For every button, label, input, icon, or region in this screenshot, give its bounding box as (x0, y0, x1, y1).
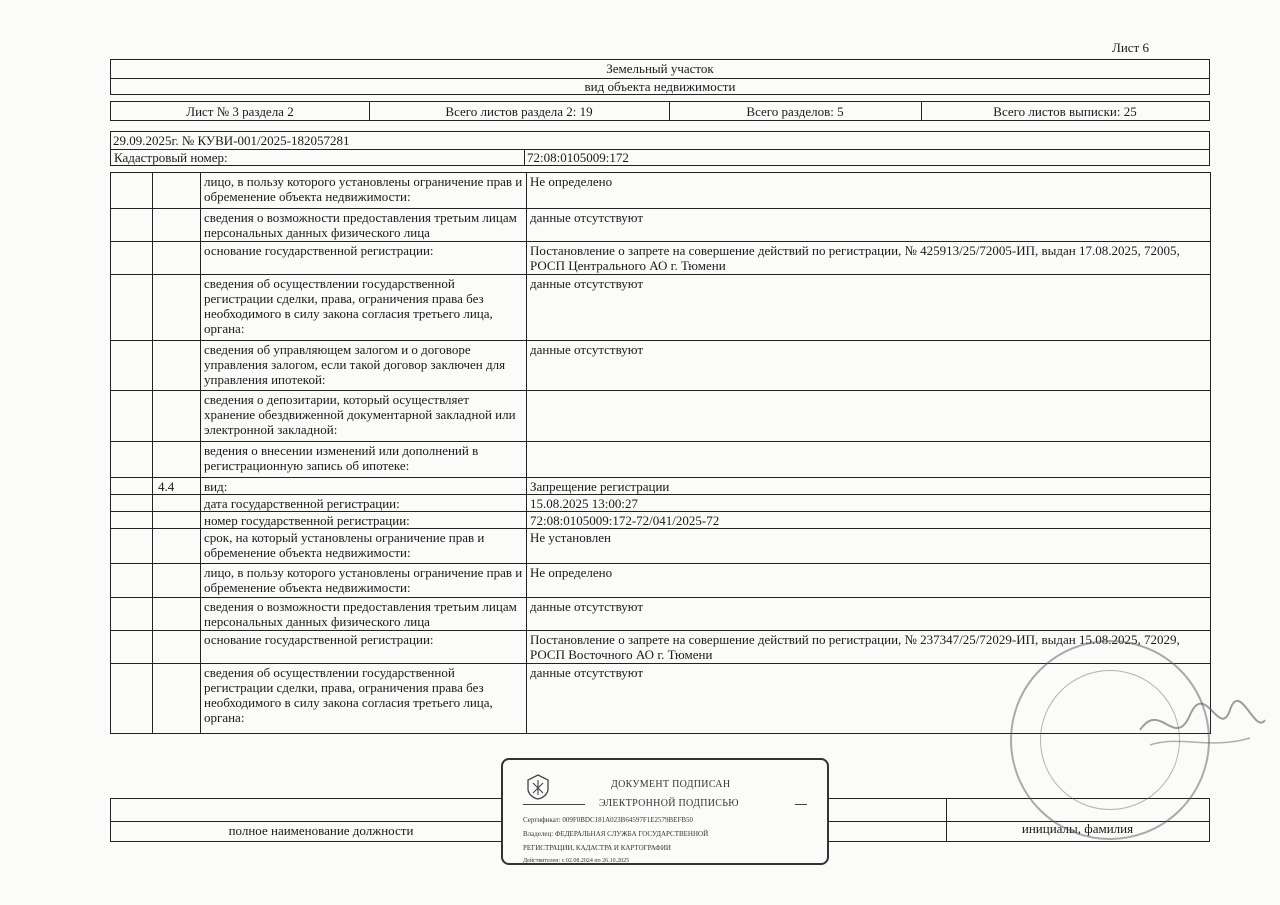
row-value: данные отсутствуют (527, 209, 1211, 242)
emblem-icon (527, 774, 549, 800)
row-number (153, 631, 201, 664)
row-number (153, 341, 201, 391)
table-row (111, 242, 1211, 275)
row-number (153, 598, 201, 631)
row-number (153, 664, 201, 734)
row-value: Запрещение регистрации (527, 478, 1211, 495)
sheet-of-section: Лист № 3 раздела 2 (186, 104, 294, 119)
stamp-certificate: Сертификат: 009F0BDC181A023B64597F1E2579BEFB50 (523, 816, 694, 824)
stamp-title: ДОКУМЕНТ ПОДПИСАН (611, 779, 731, 790)
row-label: основание государственной регистрации: (201, 631, 527, 664)
total-sheets-extract: Всего листов выписки: 25 (993, 104, 1137, 119)
handwritten-signature (1130, 690, 1270, 760)
row-value: 72:08:0105009:172-72/041/2025-72 (527, 512, 1211, 529)
table-row (111, 478, 1211, 495)
cadastral-label: Кадастровый номер: (114, 150, 228, 165)
position-label: полное наименование должности (228, 823, 414, 838)
stamp-owner-continued: РЕГИСТРАЦИИ, КАДАСТРА И КАРТОГРАФИИ (523, 844, 671, 852)
page-label: Лист 6 (1112, 40, 1149, 55)
object-subtitle: вид объекта недвижимости (584, 79, 736, 94)
row-value (527, 442, 1211, 478)
row-number (153, 275, 201, 341)
e-signature-stamp (501, 758, 829, 865)
table-row (111, 631, 1211, 664)
table-row (111, 529, 1211, 564)
table-row (111, 173, 1211, 209)
object-type-header (110, 59, 1210, 95)
row-label: лицо, в пользу которого установлены ограничение прав и обременение объекта недвижимости: (201, 173, 527, 209)
row-label: вид: (201, 478, 527, 495)
row-number (153, 242, 201, 275)
row-number (153, 442, 201, 478)
row-number (153, 564, 201, 598)
row-value (527, 391, 1211, 442)
row-value: данные отсутствуют (527, 341, 1211, 391)
row-number (153, 209, 201, 242)
row-label: сведения об осуществлении государственной регистрации сделки, права, ограничения права без необходимого в силу закона согласия третьего лица, органа: (201, 664, 527, 734)
object-title: Земельный участок (606, 61, 714, 76)
row-label: сведения об осуществлении государственной регистрации сделки, права, ограничения права без необходимого в силу закона согласия третьего лица, органа: (201, 275, 527, 341)
row-label: сведения о возможности предоставления третьим лицам персональных данных физического лица (201, 209, 527, 242)
row-value: Не определено (527, 173, 1211, 209)
row-number: 4.4 (153, 478, 201, 495)
row-number (153, 391, 201, 442)
row-label: дата государственной регистрации: (201, 495, 527, 512)
extract-date-number: 29.09.2025г. № КУВИ-001/2025-182057281 (113, 133, 350, 148)
table-row (111, 512, 1211, 529)
row-number (153, 512, 201, 529)
stamp-owner: Владелец: ФЕДЕРАЛЬНАЯ СЛУЖБА ГОСУДАРСТВЕННОЙ (523, 830, 709, 838)
stamp-subtitle: ЭЛЕКТРОННОЙ ПОДПИСЬЮ (599, 798, 739, 809)
row-label: основание государственной регистрации: (201, 242, 527, 275)
table-row (111, 209, 1211, 242)
extract-meta (110, 131, 1210, 166)
row-value: 15.08.2025 13:00:27 (527, 495, 1211, 512)
encumbrance-table (110, 172, 1211, 734)
table-row (111, 564, 1211, 598)
row-value: Не установлен (527, 529, 1211, 564)
row-number (153, 173, 201, 209)
row-value: данные отсутствуют (527, 664, 1211, 734)
row-label: лицо, в пользу которого установлены ограничение прав и обременение объекта недвижимости: (201, 564, 527, 598)
row-label: сведения о депозитарии, который осуществляет хранение обездвиженной документарной закладной или электронной закладной: (201, 391, 527, 442)
row-label: сведения о возможности предоставления третьим лицам персональных данных физического лица (201, 598, 527, 631)
total-sections: Всего разделов: 5 (746, 104, 844, 119)
table-row (111, 391, 1211, 442)
initials-label: инициалы, фамилия (1021, 821, 1134, 836)
row-value: Постановление о запрете на совершение действий по регистрации, № 425913/25/72005-ИП, выдан 17.08.2025, 72005, РОСП Центрального АО г. Тюмени (527, 242, 1211, 275)
row-value: Не определено (527, 564, 1211, 598)
row-label: номер государственной регистрации: (201, 512, 527, 529)
stamp-validity: Действителен: с 02.08.2024 по 26.10.2025 (523, 858, 630, 864)
table-row (111, 598, 1211, 631)
row-label: ведения о внесении изменений или дополнений в регистрационную запись об ипотеке: (201, 442, 527, 478)
sheets-info-row (110, 101, 1210, 121)
total-sheets-section: Всего листов раздела 2: 19 (445, 104, 593, 119)
row-value: данные отсутствуют (527, 598, 1211, 631)
cadastral-number: 72:08:0105009:172 (527, 150, 629, 165)
row-label: сведения об управляющем залогом и о договоре управления залогом, если такой договор заключен для управления ипотекой: (201, 341, 527, 391)
table-row (111, 275, 1211, 341)
row-number (153, 495, 201, 512)
table-row (111, 442, 1211, 478)
row-label: срок, на который установлены ограничение прав и обременение объекта недвижимости: (201, 529, 527, 564)
row-value: Постановление о запрете на совершение действий по регистрации, № 237347/25/72029-ИП, выдан 15.08.2025, 72029, РОСП Восточного АО г. Тюмени (527, 631, 1211, 664)
table-row (111, 495, 1211, 512)
table-row (111, 341, 1211, 391)
row-number (153, 529, 201, 564)
row-value: данные отсутствуют (527, 275, 1211, 341)
